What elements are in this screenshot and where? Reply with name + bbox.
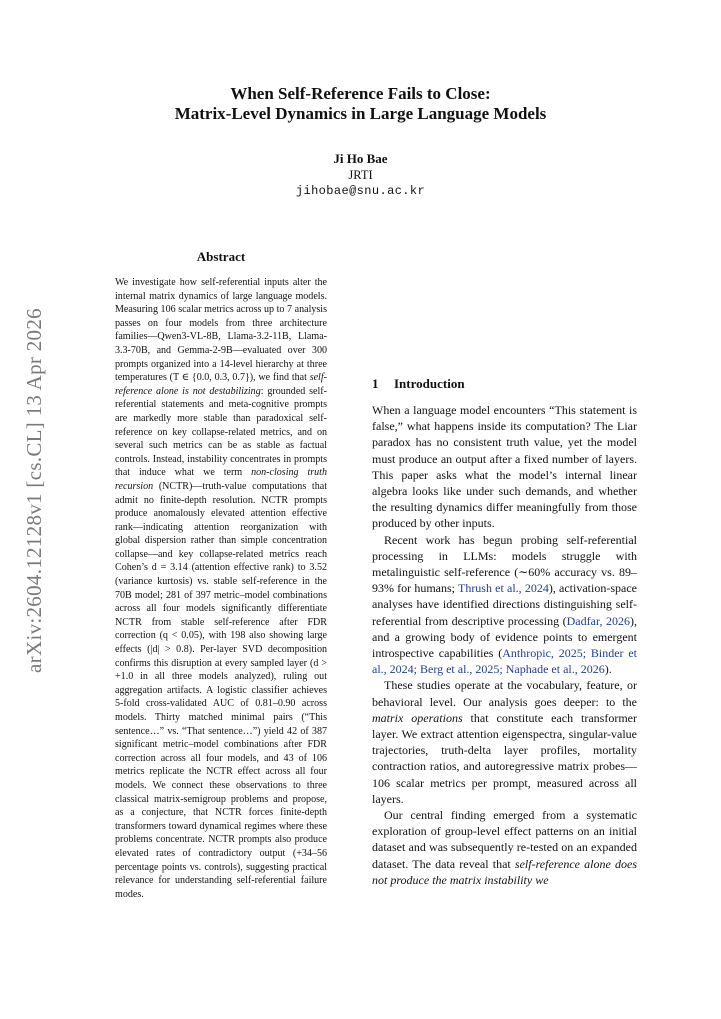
section-number: 1 [372, 376, 379, 391]
abstract-emphasis-1: self-reference alone is not destabilizing [115, 372, 327, 397]
intro-p3-text-b: that constitute each transformer layer. We extract attention eigenspectra, singular-value trajectories, truth-delta layer profiles, mortality contraction ratios, and autoregressive matrix probes—106 scalar metrics per prompt, measured across all layers. [372, 710, 637, 806]
title-line-2: Matrix-Level Dynamics in Large Language Models [174, 104, 547, 123]
intro-p2-text-d: ). [604, 662, 612, 677]
abstract-text-a: We investigate how self-referential inputs alter the internal matrix dynamics of large language models. Measuring 106 scalar metrics across up to 7 analysis passes on four models from three architecture families—Qwen3-VL-8B, Llama-3.2-11B, Llama-3.3-70B, and Gemma-2-9B—evaluated over 300 prompts organized into a 14-level hierarchy at three temperatures (T ∈ {0.0, 0.3, 0.7}), we find that [115, 277, 327, 384]
abstract-heading: Abstract [196, 249, 246, 264]
abstract-emphasis-2: non-closing truth recursion [115, 467, 327, 492]
author-affiliation: JRTI [348, 168, 373, 182]
intro-paragraph-2 [372, 532, 637, 678]
intro-p4-emphasis: self-reference alone does not produce the matrix instability we [372, 856, 638, 887]
abstract-text-c: (NCTR)—truth-value computations that admit no finite-depth resolution. NCTR prompts produce anomalously elevated attention effective rank—indicating attention reorganization with global dispersion rather than simple concentration collapse—and key collapse-related metrics reach Cohen’s d = 3.14 (attention effective rank) to 3.52 (variance kurtosis) vs. stable self-reference in the 70B model; 281 of 397 metric–model combinations across all four models significantly differentiate NCTR from stable self-reference after FDR correction (q < 0.05), with 198 also showing large effects (|d| > 0.8). Per-layer SVD decomposition confirms this disruption at every sampled layer (d > +1.0 in all three models analyzed), ruling out aggregation artifacts. A logistic classifier achieves 5-fold cross-validated AUC of 0.81–0.90 across models. Thirty matched minimal pairs (“This sentence…” vs. “That sentence…”) yield 42 of 387 significant metric–model combinations after FDR correction across all four models, and 43 of 106 metrics replicate the NCTR effect across all four models. We connect these observations to three classical matrix-semigroup problems and propose, as a conjecture, that NCTR forces finite-depth transformers toward dynamical regimes where these problems concentrate. NCTR prompts also produce elevated rates of contradictory output (+34–56 percentage points vs. controls), suggesting practical relevance for understanding self-referential failure modes. [115, 480, 327, 900]
section-heading-introduction [372, 376, 642, 392]
arxiv-id-text: arXiv:2604.12128v1 [cs.CL] 13 Apr 2026 [21, 307, 46, 673]
intro-p2-text-a: Recent work has begun probing self-referential processing in LLMs: models struggle with metalinguistic self-reference (∼60% accuracy vs. 89–93% for humans; [372, 532, 637, 596]
arxiv-identifier-stamp [8, 300, 60, 680]
intro-p4-text-a: Our central finding emerged from a systematic exploration of group-level effect patterns on an initial dataset and was subsequently re-tested on an expanded dataset. The data reveal that [372, 808, 637, 871]
author-email: jihobae@snu.ac.kr [295, 184, 426, 198]
abstract-body [115, 276, 327, 901]
intro-p3-emphasis: matrix operations [372, 710, 463, 725]
paper-title [0, 84, 721, 124]
introduction-body [372, 402, 637, 888]
section-title: Introduction [394, 376, 465, 391]
intro-p3-text-a: These studies operate at the vocabulary, feature, or behavioral level. Our analysis goes deeper: to the [372, 678, 637, 709]
intro-p2-text-c: ), and a growing body of evidence points to emergent introspective capabilities ( [372, 613, 637, 661]
intro-paragraph-4 [372, 807, 637, 888]
intro-paragraph-1: When a language model encounters “This statement is false,” what happens inside its computation? The Liar paradox has no consistent truth value, yet the model must produce an output after a fixed number of layers. This paper asks what the model’s internal linear algebra looks like under such demands, and whether the resulting dynamics differ meaningfully from those produced by other inputs. [372, 403, 637, 531]
intro-paragraph-3 [372, 677, 637, 807]
citation-dadfar-2026[interactable]: Dadfar, 2026 [566, 613, 630, 628]
title-line-1: When Self-Reference Fails to Close: [230, 84, 491, 103]
author-name: Ji Ho Bae [333, 151, 388, 166]
citation-thrush-2024[interactable]: Thrush et al., 2024 [457, 581, 549, 596]
abstract-text-b: : grounded self-referential statements and meta-cognitive prompts are markedly more stable than paradoxical self-reference on key collapse-related metrics, and on several such metrics can be as stable as factual controls. Instead, instability concentrates in prompts that induce what we term [115, 385, 327, 479]
citation-introspection-group[interactable]: Anthropic, 2025; Binder et al., 2024; Berg et al., 2025; Naphade et al., 2026 [372, 646, 637, 677]
paper-header [0, 84, 721, 200]
intro-p2-text-b: ), activation-space analyses have identified directions distinguishing self-referential from descriptive processing ( [372, 581, 637, 628]
